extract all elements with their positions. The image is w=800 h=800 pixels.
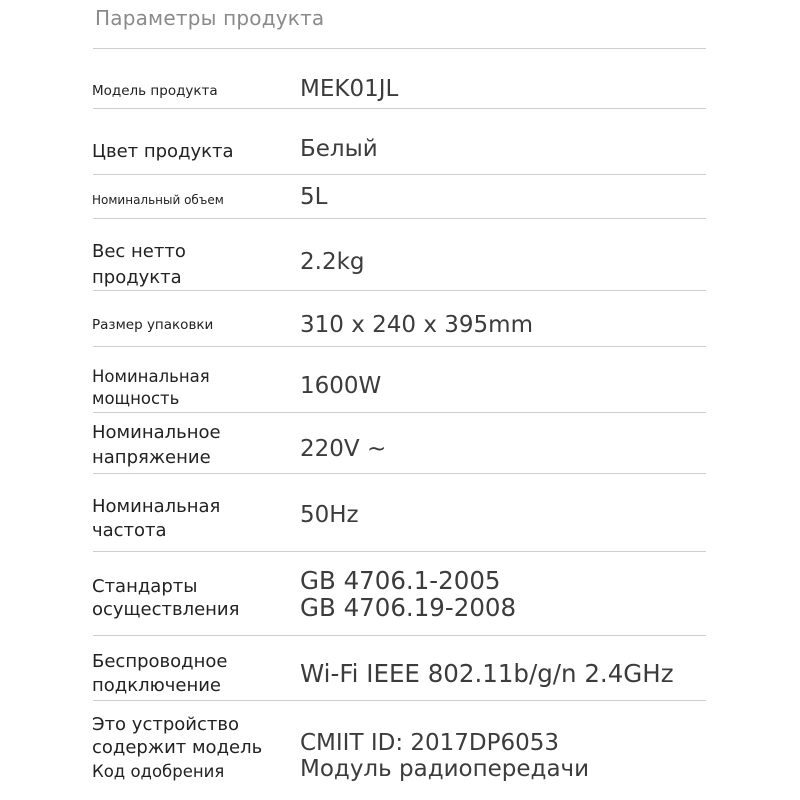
row-divider	[93, 551, 706, 552]
spec-label-color: Цвет продукта	[92, 141, 234, 162]
spec-label-standards-line1: Стандарты	[92, 576, 198, 597]
spec-label-frequency-line1: Номинальная	[92, 496, 221, 517]
spec-value-voltage: 220V ~	[300, 436, 387, 462]
row-divider	[93, 346, 706, 347]
spec-value-approval-line1: CMIIT ID: 2017DP6053	[300, 730, 560, 756]
spec-value-model: MEK01JL	[300, 76, 399, 102]
spec-label-wireless-line1: Беспроводное	[92, 651, 228, 672]
spec-value-color: Белый	[300, 136, 378, 162]
row-divider	[93, 218, 706, 219]
spec-label-net-weight-line1: Вес нетто	[92, 241, 186, 262]
spec-label-power-line1: Номинальная	[92, 367, 210, 386]
spec-label-package-size: Размер упаковки	[92, 317, 214, 333]
spec-label-standards-line2: осуществления	[92, 599, 240, 620]
spec-label-voltage-line1: Номинальное	[92, 422, 221, 443]
row-divider	[93, 635, 706, 636]
spec-value-wireless: Wi-Fi IEEE 802.11b/g/n 2.4GHz	[300, 659, 674, 688]
row-divider	[93, 473, 706, 474]
spec-value-standards-line1: GB 4706.1-2005	[300, 566, 501, 595]
spec-value-power: 1600W	[300, 373, 382, 399]
row-divider	[93, 412, 706, 413]
spec-value-standards-line2: GB 4706.19-2008	[300, 593, 517, 622]
row-divider	[93, 290, 706, 291]
page-title: Параметры продукта	[95, 6, 325, 30]
spec-label-capacity: Номинальный объем	[92, 193, 224, 207]
spec-label-approval-line3: Код одобрения	[92, 762, 225, 781]
spec-value-package-size: 310 x 240 x 395mm	[300, 312, 533, 338]
spec-label-model: Модель продукта	[92, 83, 218, 99]
row-divider	[93, 700, 706, 701]
spec-label-approval-line2: содержит модель	[92, 737, 263, 758]
spec-value-frequency: 50Hz	[300, 502, 359, 528]
spec-value-net-weight: 2.2kg	[300, 249, 365, 275]
row-divider	[93, 174, 706, 175]
spec-label-wireless-line2: подключение	[92, 675, 222, 696]
spec-value-approval-line2: Модуль радиопередачи	[300, 756, 590, 782]
spec-label-power-line2: мощность	[92, 389, 180, 408]
title-divider	[93, 48, 706, 49]
spec-label-frequency-line2: частота	[92, 520, 167, 541]
spec-label-approval-line1: Это устройство	[92, 714, 239, 735]
spec-value-capacity: 5L	[300, 184, 328, 210]
spec-label-net-weight-line2: продукта	[92, 267, 182, 288]
spec-label-voltage-line2: напряжение	[92, 447, 211, 468]
row-divider	[93, 108, 706, 109]
